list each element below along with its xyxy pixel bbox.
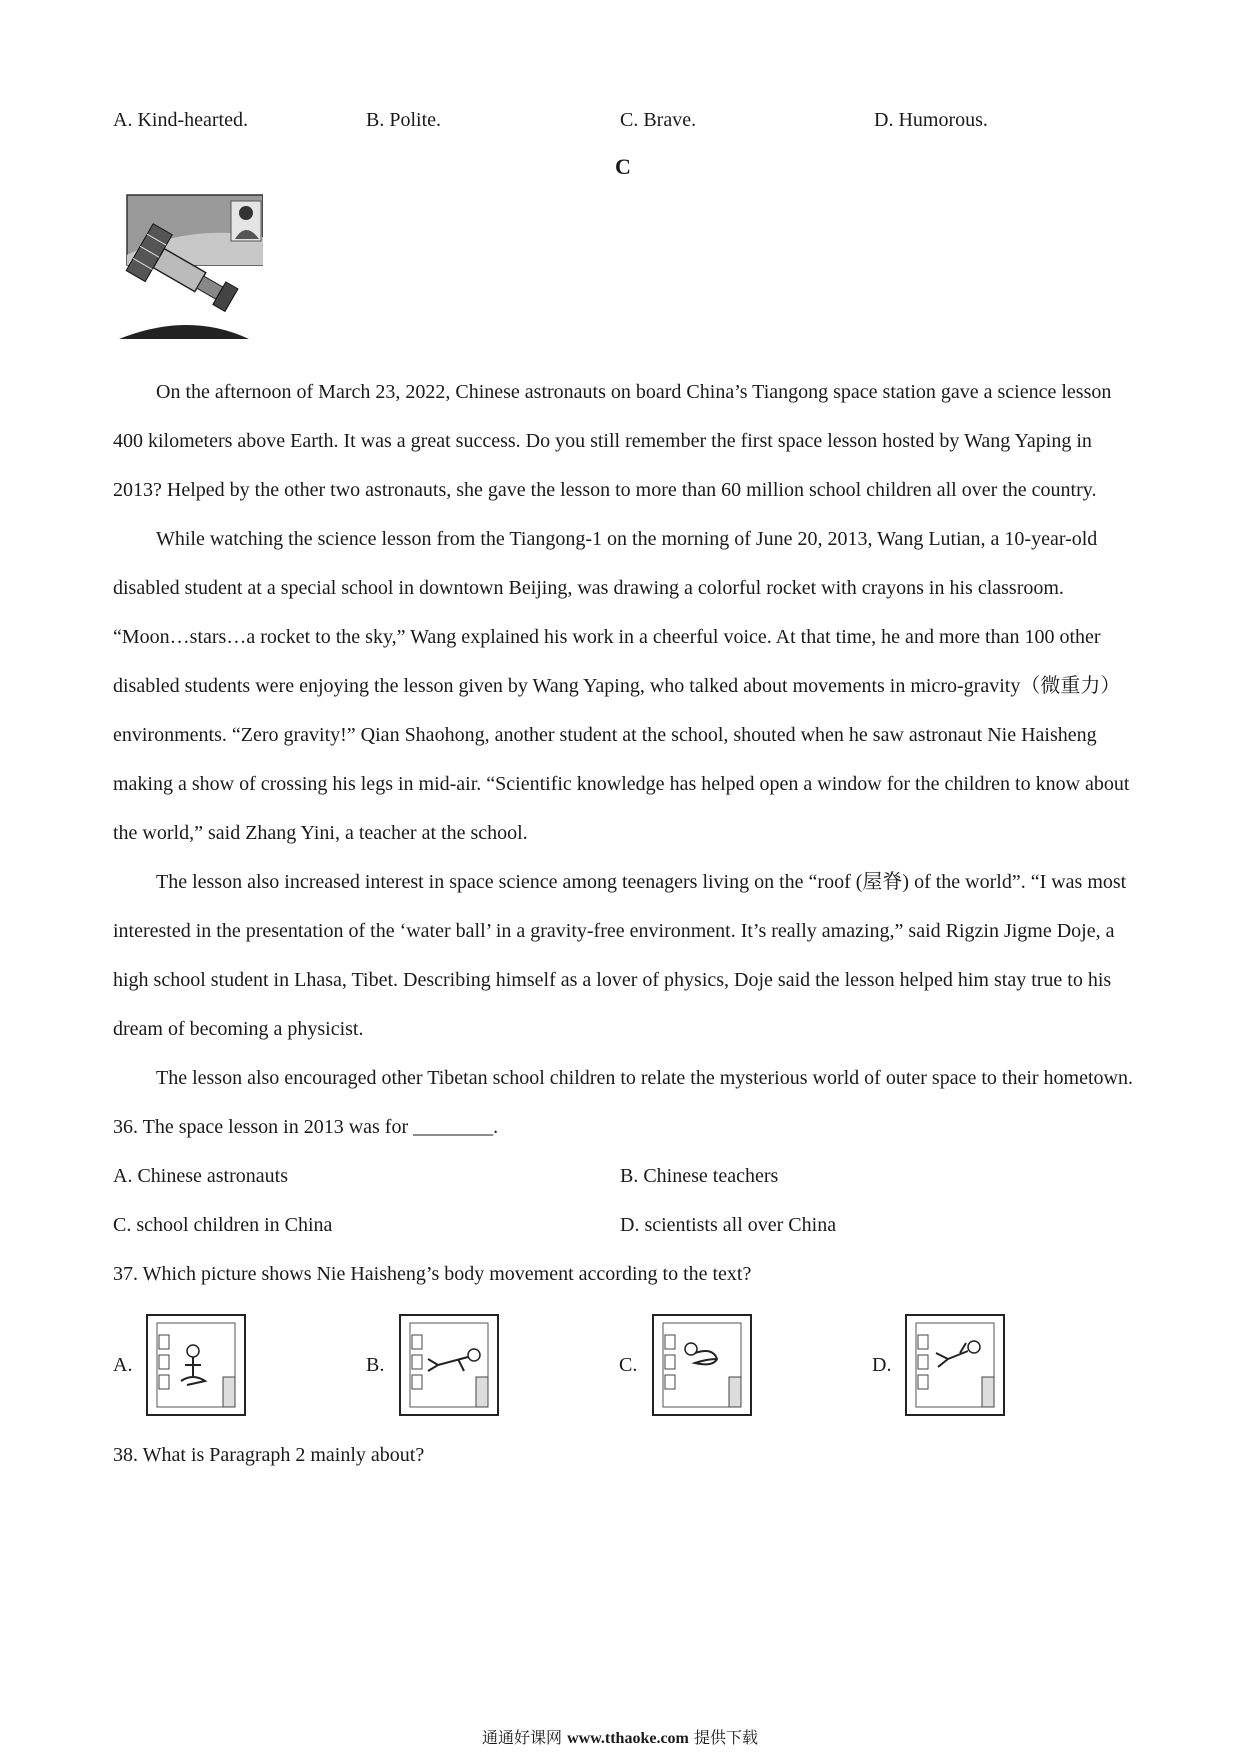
- question-38: 38. What is Paragraph 2 mainly about?: [113, 1444, 425, 1466]
- option-d[interactable]: D. Humorous.: [874, 109, 988, 131]
- floating-horizontal-icon: [398, 1313, 500, 1417]
- previous-question-options: [113, 96, 1133, 145]
- question-36-options-row-2: [113, 1201, 1133, 1250]
- question-37-picture-options: [113, 1307, 1133, 1423]
- q37-option-d[interactable]: [872, 1313, 1125, 1417]
- paragraph-4: The lesson also encouraged other Tibetan school children to relate the mysterious world of outer space to their hometown.: [156, 1067, 1133, 1089]
- q37-option-d-letter: D.: [872, 1353, 892, 1376]
- q36-option-d[interactable]: D. scientists all over China: [620, 1214, 837, 1236]
- curled-up-icon: [651, 1313, 753, 1417]
- question-36-options-row-1: [113, 1152, 1133, 1201]
- footer-suffix: 提供下载: [693, 1728, 758, 1747]
- space-station-astronaut-icon: [119, 193, 263, 341]
- q37-option-a-letter: A.: [113, 1353, 133, 1376]
- q36-option-b[interactable]: B. Chinese teachers: [620, 1165, 779, 1187]
- footer-site-link[interactable]: www.tthaoke.com: [567, 1730, 689, 1747]
- option-b[interactable]: B. Polite.: [366, 109, 442, 131]
- q37-option-b-letter: B.: [366, 1353, 385, 1376]
- document-page: [113, 96, 1133, 1480]
- q37-option-c-letter: C.: [619, 1353, 638, 1376]
- q37-option-a[interactable]: [113, 1313, 366, 1417]
- option-c[interactable]: C. Brave.: [620, 109, 697, 131]
- q37-option-c[interactable]: [619, 1313, 872, 1417]
- page-footer: [0, 1728, 1240, 1749]
- sitting-cross-legged-icon: [145, 1313, 247, 1417]
- q36-option-c[interactable]: C. school children in China: [113, 1214, 333, 1236]
- footer-brand: 通通好课网: [482, 1728, 563, 1747]
- lying-floating-icon: [904, 1313, 1006, 1417]
- question-36: 36. The space lesson in 2013 was for ________.: [113, 1116, 499, 1138]
- paragraph-3: The lesson also increased interest in space science among teenagers living on the “roof (屋脊) of the world”. “I was most interested in the presentation of the ‘water ball’ in a gravity-free environment. It’s really amazing,” said Rigzin Jigme Doje, a high school student in Lhasa, Tibet. Describing himself as a lover of physics, Doje said the lesson helped him stay true to his dream of becoming a physicist.: [113, 871, 1127, 1040]
- q36-option-a[interactable]: A. Chinese astronauts: [113, 1165, 288, 1187]
- question-37: 37. Which picture shows Nie Haisheng’s body movement according to the text?: [113, 1263, 752, 1285]
- paragraph-1: On the afternoon of March 23, 2022, Chinese astronauts on board China’s Tiangong space station gave a science lesson 400 kilometers above Earth. It was a great success. Do you still remember the first space lesson hosted by Wang Yaping in 2013? Helped by the other two astronauts, she gave the lesson to more than 60 million school children all over the country.: [113, 381, 1112, 501]
- section-title: C: [615, 154, 631, 179]
- paragraph-2: While watching the science lesson from the Tiangong-1 on the morning of June 20, 2013, Wang Lutian, a 10-year-old disabled student at a special school in downtown Beijing, was drawing a colorful rocket with crayons in his classroom. “Moon…stars…a rocket to the sky,” Wang explained his work in a cheerful voice. At that time, he and more than 100 other disabled students were enjoying the lesson given by Wang Yaping, who talked about movements in micro-gravity（微重力）environments. “Zero gravity!” Qian Shaohong, another student at the school, shouted when he saw astronaut Nie Haisheng making a show of crossing his legs in mid-air. “Scientific knowledge has helped open a window for the children to know about the world,” said Zhang Yini, a teacher at the school.: [113, 528, 1130, 844]
- q37-option-b[interactable]: [366, 1313, 619, 1417]
- option-a[interactable]: A. Kind-hearted.: [113, 109, 248, 131]
